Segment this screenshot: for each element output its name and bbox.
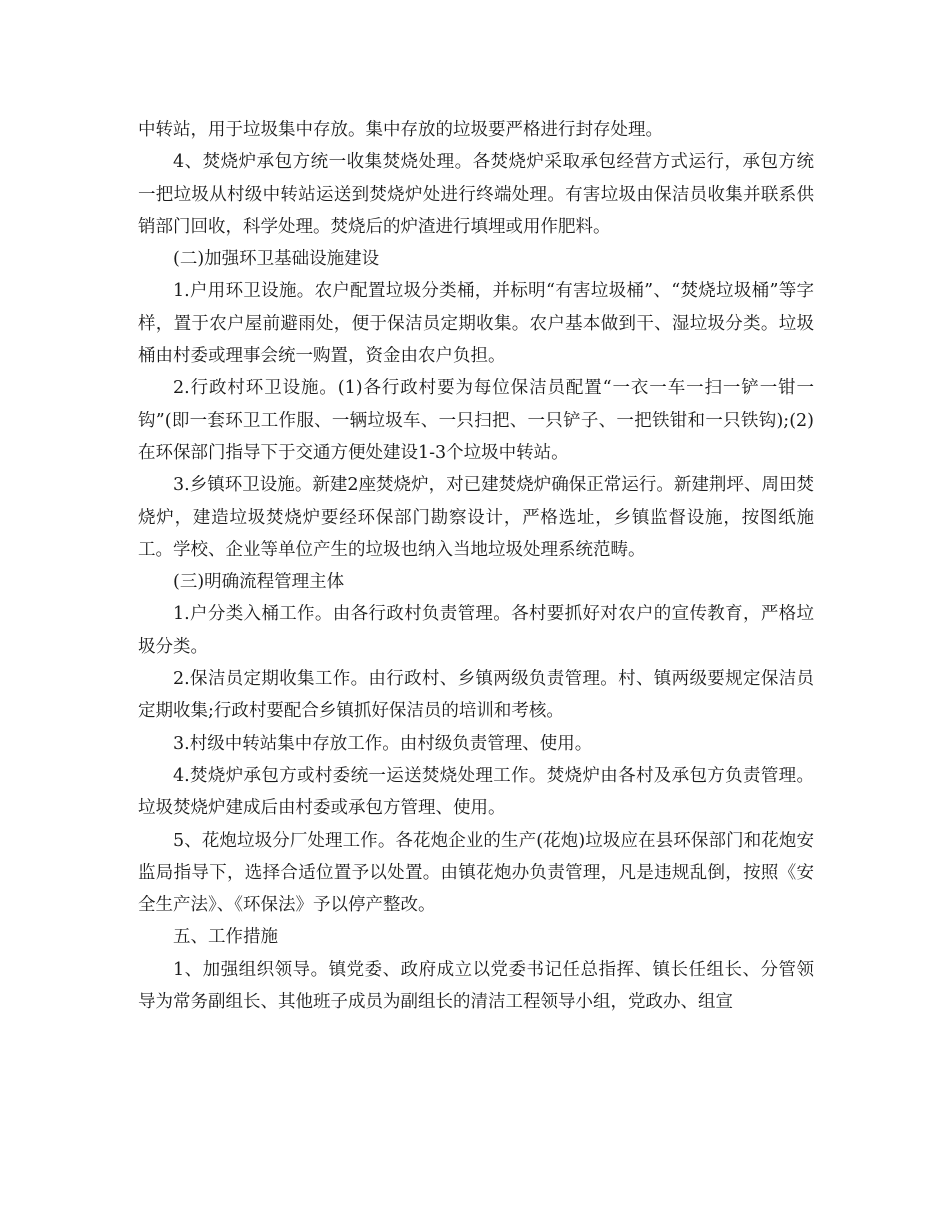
paragraph-2: 4、焚烧炉承包方统一收集焚烧处理。各焚烧炉采取承包经营方式运行，承包方统一把垃圾从村级中转站运送到焚烧炉处进行终端处理。有害垃圾由保洁员收集并联系供销部门回收，科学处理。焚烧后的炉渣进行填埋或用作肥料。 [138,152,814,237]
paragraph-8: 1.户分类入桶工作。由各行政村负责管理。各村要抓好对农户的宣传教育，严格垃圾分类。 [138,604,814,657]
section-heading-2: (二)加强环卫基础设施建设 [173,249,380,270]
document-body [138,114,814,1018]
section-heading-3: (三)明确流程管理主体 [173,572,345,593]
paragraph-1: 中转站，用于垃圾集中存放。集中存放的垃圾要严格进行封存处理。 [138,120,663,140]
section-heading-5: 五、工作措施 [173,927,278,948]
paragraph-4: 1.户用环卫设施。农户配置垃圾分类桶，并标明“有害垃圾桶”、“焚烧垃圾桶”等字样，置于农户屋前避雨处，便于保洁员定期收集。农户基本做到干、湿垃圾分类。垃圾桶由村委或理事会统一购置，资金由农户负担。 [138,281,814,367]
paragraph-10: 3.村级中转站集中存放工作。由村级负责管理、使用。 [173,733,593,754]
paragraph-12: 5、花炮垃圾分厂处理工作。各花炮企业的生产(花炮)垃圾应在县环保部门和花炮安监局指导下，选择合适位置予以处置。由镇花炮办负责管理，凡是违规乱倒，按照《安全生产法》、《环保法》予以停产整改。 [138,830,814,916]
paragraph-11: 4.焚烧炉承包方或村委统一运送焚烧处理工作。焚烧炉由各村及承包方负责管理。垃圾焚烧炉建成后由村委或承包方管理、使用。 [138,765,814,819]
paragraph-5: 2.行政村环卫设施。(1)各行政村要为每位保洁员配置“一衣一车一扫一铲一钳一钩”(即一套环卫工作服、一辆垃圾车、一只扫把、一只铲子、一把铁钳和一只铁钩);(2)在环保部门指导下于交通方便处建设1-3个垃圾中转站。 [138,378,814,463]
paragraph-9: 2.保洁员定期收集工作。由行政村、乡镇两级负责管理。村、镇两级要规定保洁员定期收集;行政村要配合乡镇抓好保洁员的培训和考核。 [138,669,814,722]
paragraph-6: 3.乡镇环卫设施。新建2座焚烧炉，对已建焚烧炉确保正常运行。新建荆坪、周田焚烧炉，建造垃圾焚烧炉要经环保部门勘察设计，严格选址，乡镇监督设施，按图纸施工。学校、企业等单位产生的垃圾也纳入当地垃圾处理系统范畴。 [138,475,814,560]
paragraph-14: 1、加强组织领导。镇党委、政府成立以党委书记任总指挥、镇长任组长、分管领导为常务副组长、其他班子成员为副组长的清洁工程领导小组，党政办、组宣 [138,959,814,1013]
